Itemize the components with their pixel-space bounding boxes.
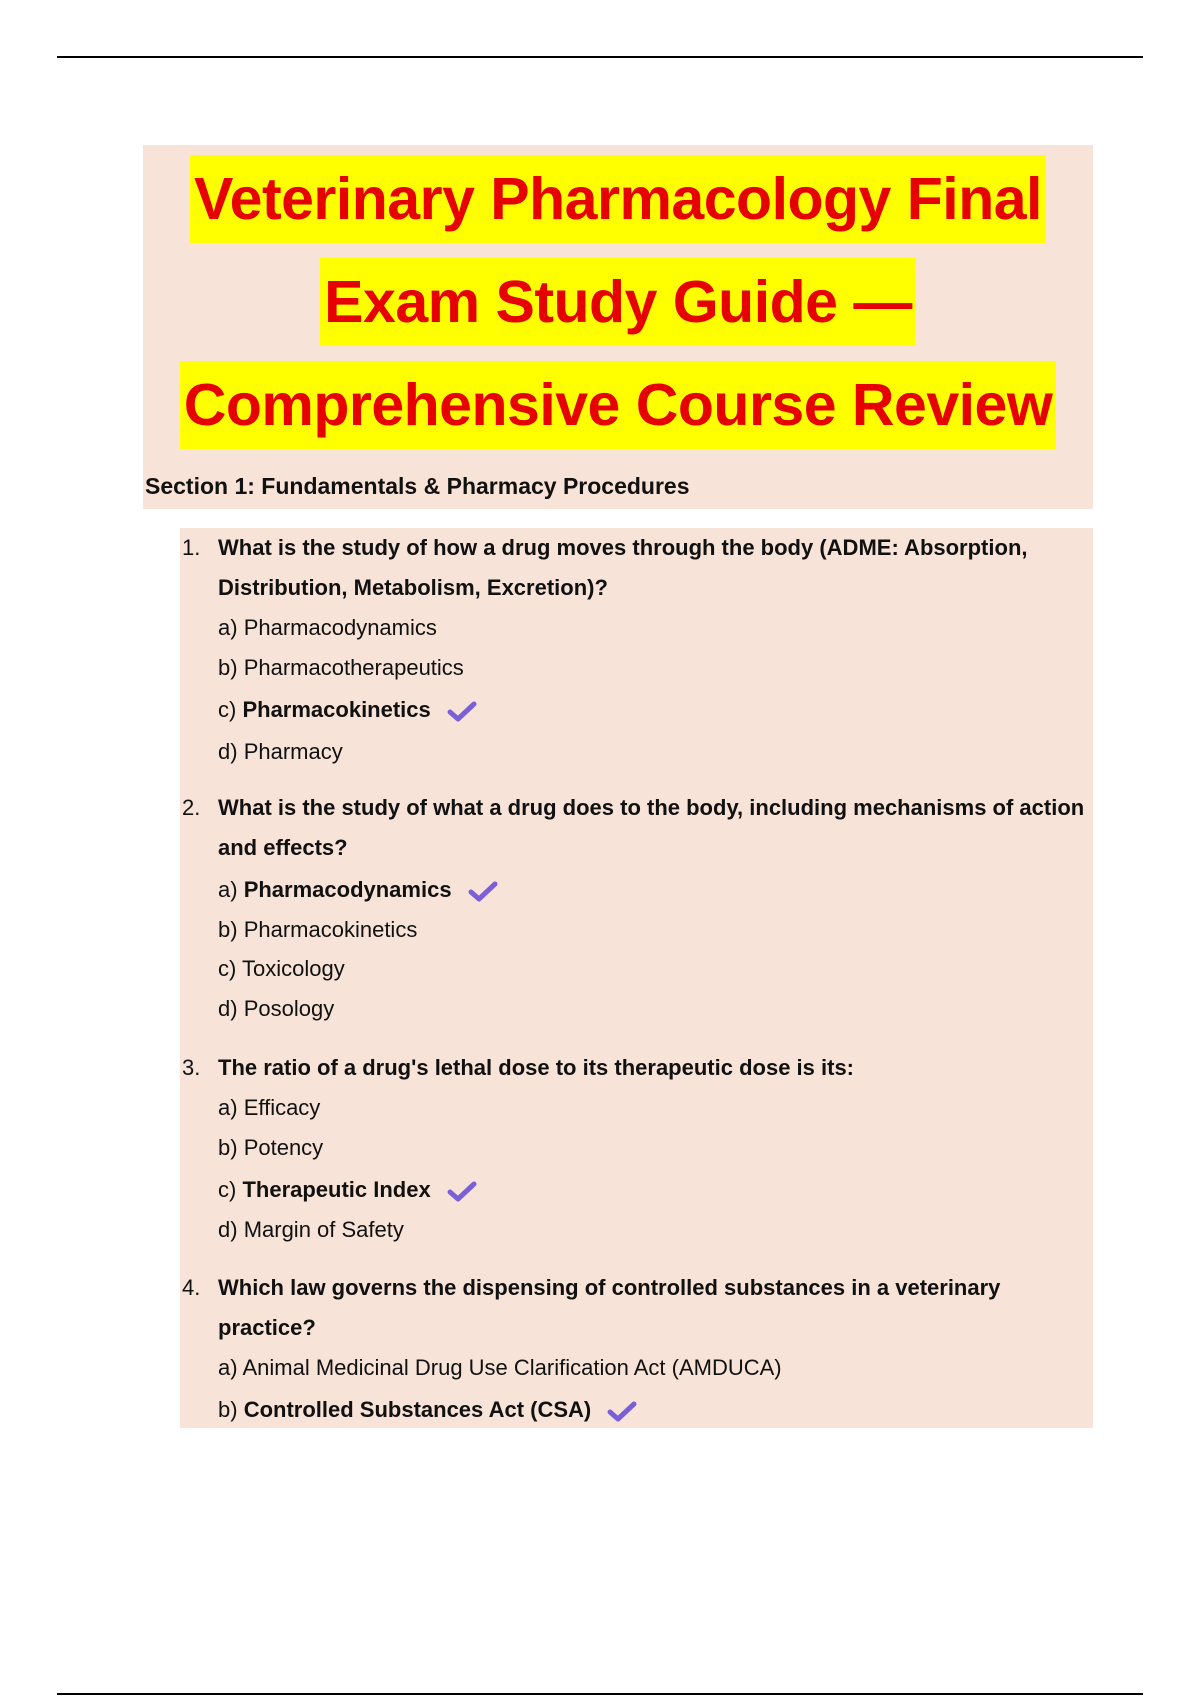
option-letter: c) [218, 1177, 237, 1202]
option-text: Pharmacy [243, 739, 343, 764]
option-letter: a) [218, 1095, 238, 1120]
option-a [218, 1348, 782, 1388]
option-c [218, 949, 345, 989]
option-text: Posology [243, 996, 335, 1021]
title-line-3 [143, 361, 1093, 457]
option-b [218, 1128, 323, 1168]
option-letter: a) [218, 615, 238, 640]
option-c-correct [218, 690, 477, 730]
option-text: Margin of Safety [243, 1217, 404, 1242]
question-text: What is the study of how a drug moves through the body (ADME: Absorption, Distribution, Metabolism, Excretion)? [218, 535, 1028, 600]
option-a [218, 608, 437, 648]
option-text: Pharmacotherapeutics [243, 655, 464, 680]
option-a-correct [218, 870, 498, 910]
option-letter: d) [218, 739, 238, 764]
question-text: What is the study of what a drug does to the body, including mechanisms of action and effects? [218, 795, 1085, 860]
question-list [180, 528, 1093, 1428]
option-letter: a) [218, 1355, 238, 1380]
option-text: Therapeutic Index [242, 1177, 431, 1202]
option-text: Animal Medicinal Drug Use Clarification Act (AMDUCA) [242, 1355, 782, 1380]
option-letter: d) [218, 996, 238, 1021]
option-b [218, 910, 417, 950]
title-line-2 [143, 258, 1093, 354]
option-text: Pharmacokinetics [243, 917, 418, 942]
option-letter: b) [218, 917, 238, 942]
option-b [218, 648, 464, 688]
bottom-rule [57, 1693, 1143, 1695]
checkmark-icon [468, 880, 498, 902]
option-text: Pharmacodynamics [243, 877, 452, 902]
title-block [143, 145, 1093, 509]
option-letter: b) [218, 1135, 238, 1160]
option-letter: c) [218, 697, 237, 722]
question-number: 1. [182, 535, 201, 560]
option-a [218, 1088, 320, 1128]
option-text: Pharmacokinetics [242, 697, 431, 722]
checkmark-icon [447, 1180, 477, 1202]
title-text-2: Exam Study Guide — [320, 258, 916, 346]
option-letter: b) [218, 655, 238, 680]
question-text: Which law governs the dispensing of controlled substances in a veterinary practice? [218, 1275, 1001, 1340]
option-b-correct [218, 1390, 637, 1430]
question-text: The ratio of a drug's lethal dose to its therapeutic dose is its: [218, 1055, 855, 1080]
option-c-correct [218, 1170, 477, 1210]
option-letter: c) [218, 956, 237, 981]
question-number: 4. [182, 1275, 201, 1300]
option-d [218, 732, 343, 772]
option-letter: a) [218, 877, 238, 902]
option-text: Controlled Substances Act (CSA) [243, 1397, 592, 1422]
top-rule [57, 56, 1143, 58]
section-heading: Section 1: Fundamentals & Pharmacy Procedures [145, 473, 690, 499]
title-line-1 [143, 155, 1093, 251]
checkmark-icon [607, 1400, 637, 1422]
checkmark-icon [447, 700, 477, 722]
option-text: Pharmacodynamics [243, 615, 437, 640]
option-letter: b) [218, 1397, 238, 1422]
question-number: 3. [182, 1055, 201, 1080]
title-text-3: Comprehensive Course Review [180, 361, 1057, 449]
option-d [218, 1210, 404, 1250]
option-d [218, 989, 334, 1029]
option-text: Potency [243, 1135, 324, 1160]
option-text: Toxicology [242, 956, 345, 981]
option-letter: d) [218, 1217, 238, 1242]
title-text-1: Veterinary Pharmacology Final [190, 155, 1046, 243]
option-text: Efficacy [243, 1095, 321, 1120]
question-number: 2. [182, 795, 201, 820]
